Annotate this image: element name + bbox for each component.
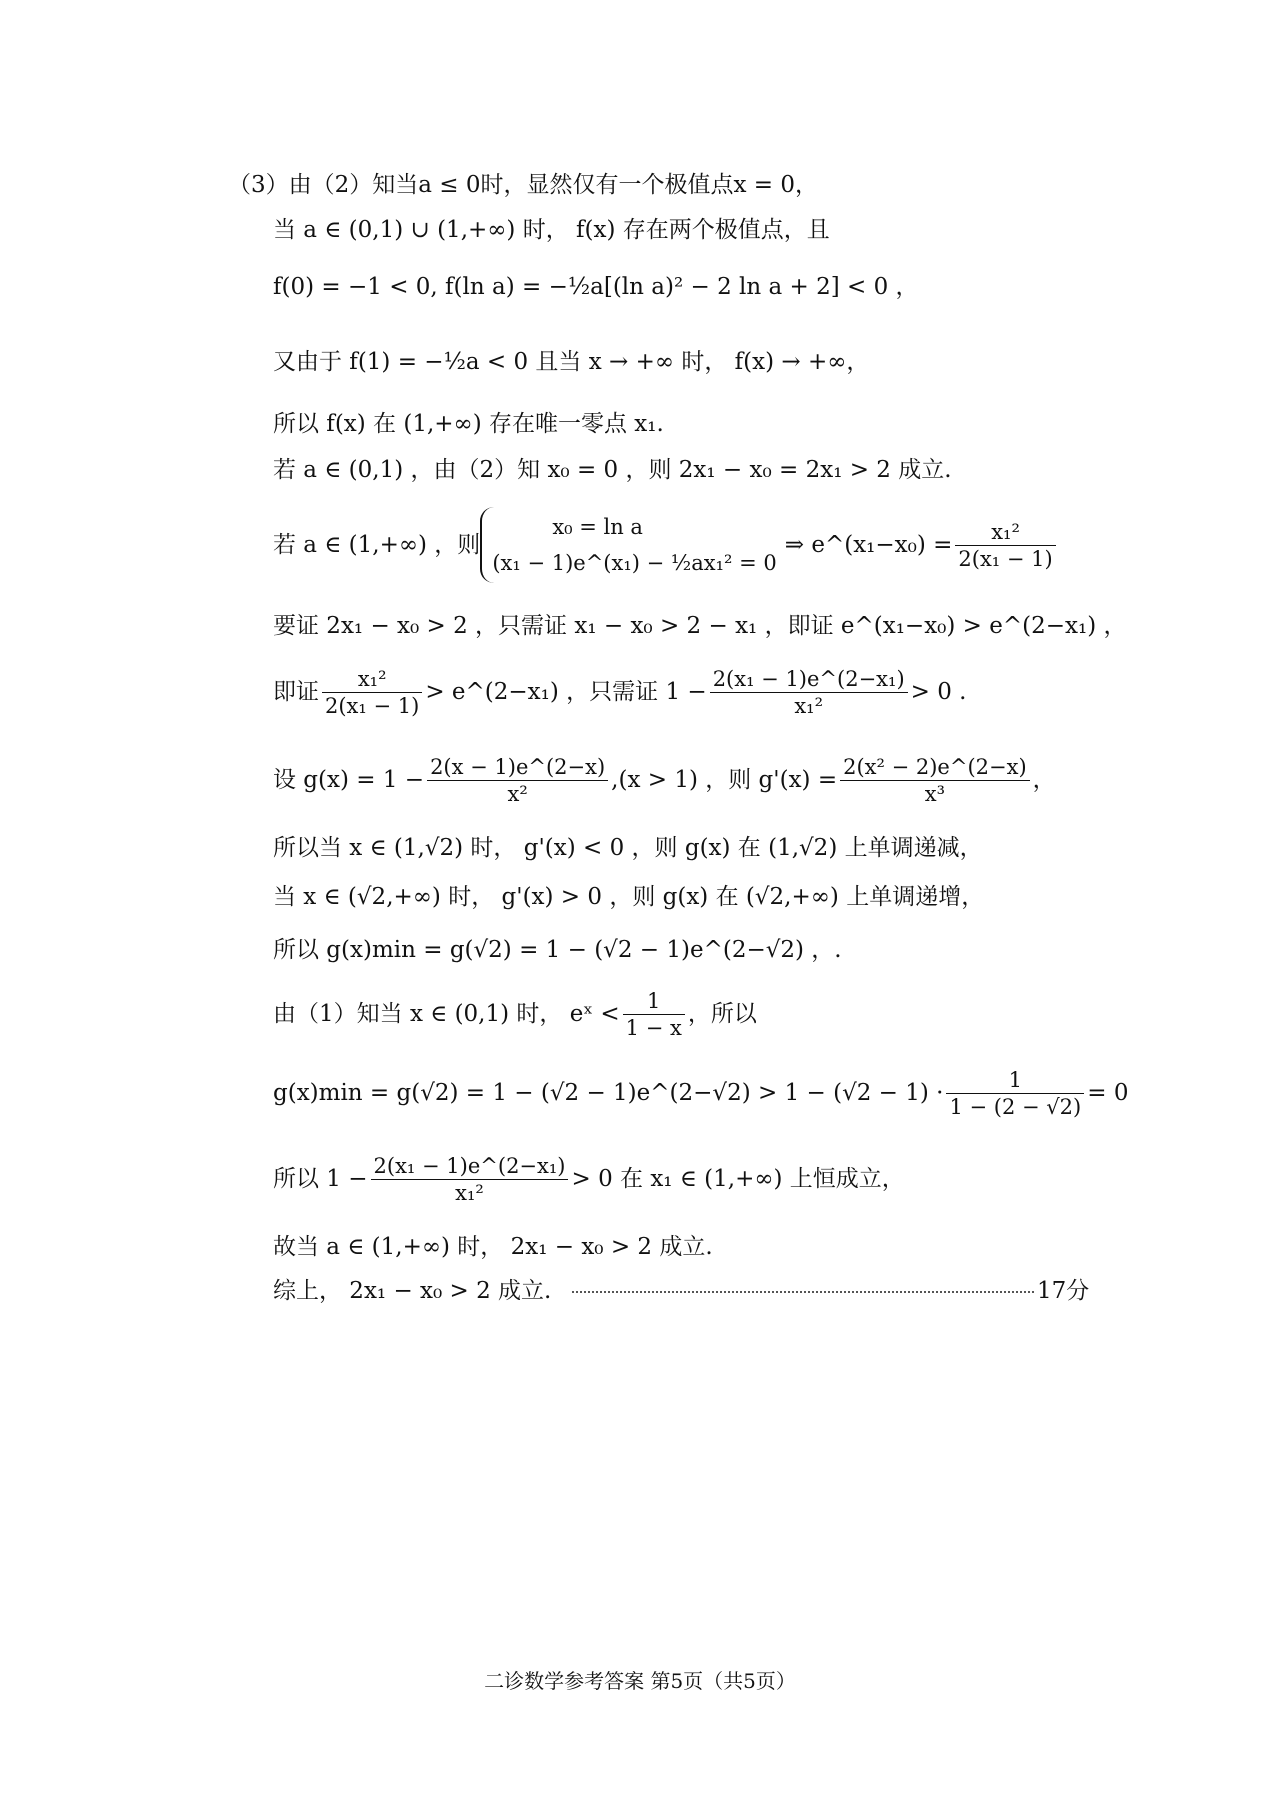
fraction-l16 (371, 1154, 569, 1205)
fraction-l10b (840, 755, 1030, 806)
solution-line-1: （3）由（2）知当a ≤ 0时，显然仅有一个极值点x = 0， (228, 172, 819, 198)
solution-line-7 (273, 505, 1059, 585)
solution-line-17: 故当 a ∈ (1,+∞) 时， 2x₁ − x₀ > 2 成立. (273, 1234, 713, 1260)
system-equation-top: x₀ = ln a (552, 515, 643, 539)
solution-line-3: f(0) = −1 < 0, f(ln a) = −½a[(ln a)² − 2 ln a + 2] < 0 ， (273, 274, 919, 300)
fraction-l9a-denominator: 2(x₁ − 1) (325, 693, 420, 718)
fraction-l10a (427, 755, 608, 806)
score-leader-dots (572, 1291, 1034, 1293)
solution-line-2: 当 a ∈ (0,1) ∪ (1,+∞) 时， f(x) 存在两个极值点，且 (273, 217, 830, 243)
line-14-intro: 由（1）知当 x ∈ (0,1) 时， eˣ < (273, 1001, 620, 1027)
solution-line-18: 综上， 2x₁ − x₀ > 2 成立. (273, 1278, 552, 1304)
solution-line-4: 又由于 f(1) = −½a < 0 且当 x → +∞ 时， f(x) → +∞， (273, 349, 870, 375)
page-footer: 二诊数学参考答案 第5页（共5页） (484, 1669, 796, 1693)
fraction-l15 (946, 1068, 1084, 1119)
line-9-end: > 0 . (910, 679, 967, 705)
fraction-l10a-denominator: x² (507, 781, 528, 806)
fraction-l10a-numerator: 2(x − 1)e^(2−x) (427, 755, 608, 781)
solution-line-9 (273, 660, 966, 724)
fraction-l14-denominator: 1 − x (625, 1015, 682, 1040)
solution-line-10 (273, 748, 1056, 812)
equation-system (480, 507, 776, 583)
implies-expression: ⇒ e^(x₁−x₀) = (784, 532, 953, 558)
fraction-l10b-numerator: 2(x² − 2)e^(2−x) (840, 755, 1030, 781)
fraction-l7-numerator: x₁² (955, 520, 1055, 546)
line-16-end: > 0 在 x₁ ∈ (1,+∞) 上恒成立， (571, 1166, 905, 1192)
fraction-l9b-numerator: 2(x₁ − 1)e^(2−x₁) (710, 667, 908, 693)
line-7-intro: 若 a ∈ (1,+∞) ，则 (273, 532, 481, 558)
solution-line-16 (273, 1144, 905, 1214)
fraction-l9b (710, 667, 908, 718)
fraction-l9b-denominator: x₁² (794, 693, 823, 718)
score-label: 17分 (1037, 1278, 1090, 1304)
fraction-l15-numerator: 1 (946, 1068, 1084, 1094)
line-9-intro: 即证 (273, 679, 319, 705)
line-15-intro: g(x)min = g(√2) = 1 − (√2 − 1)e^(2−√2) > 1 − (√2 − 1) · (273, 1080, 944, 1106)
fraction-l7 (955, 520, 1055, 571)
fraction-l16-numerator: 2(x₁ − 1)e^(2−x₁) (371, 1154, 569, 1180)
line-10-intro: 设 g(x) = 1 − (273, 767, 425, 793)
solution-line-15 (273, 1058, 1128, 1128)
fraction-l9a (322, 667, 422, 718)
fraction-l14-numerator: 1 (623, 989, 685, 1015)
line-10-middle: ,(x > 1) ，则 g'(x) = (611, 767, 838, 793)
line-10-end: ， (1032, 767, 1056, 793)
fraction-l9a-numerator: x₁² (322, 667, 422, 693)
solution-line-6: 若 a ∈ (0,1) ，由（2）知 x₀ = 0 ，则 2x₁ − x₀ = 2x₁ > 2 成立. (273, 457, 952, 483)
line-16-intro: 所以 1 − (273, 1166, 368, 1192)
system-equation-bottom: (x₁ − 1)e^(x₁) − ½ax₁² = 0 (492, 551, 777, 575)
solution-line-8: 要证 2x₁ − x₀ > 2 ，只需证 x₁ − x₀ > 2 − x₁ ，即证 e^(x₁−x₀) > e^(2−x₁) ， (273, 613, 1127, 639)
solution-line-13: 所以 g(x)min = g(√2) = 1 − (√2 − 1)e^(2−√2) ，. (273, 937, 842, 963)
solution-line-14 (273, 982, 757, 1046)
solution-line-5: 所以 f(x) 在 (1,+∞) 存在唯一零点 x₁. (273, 411, 664, 437)
fraction-l15-denominator: 1 − (2 − √2) (949, 1094, 1082, 1119)
fraction-l7-denominator: 2(x₁ − 1) (958, 546, 1053, 571)
line-14-end: ，所以 (687, 1001, 757, 1027)
line-15-end: = 0 (1087, 1080, 1129, 1106)
solution-line-11: 所以当 x ∈ (1,√2) 时， g'(x) < 0 ，则 g(x) 在 (1,√2) 上单调递减， (273, 835, 983, 861)
solution-line-12: 当 x ∈ (√2,+∞) 时， g'(x) > 0 ，则 g(x) 在 (√2,+∞) 上单调递增， (273, 884, 985, 910)
fraction-l16-denominator: x₁² (455, 1180, 484, 1205)
fraction-l14 (623, 989, 685, 1040)
fraction-l10b-denominator: x³ (924, 781, 945, 806)
line-9-middle: > e^(2−x₁) ，只需证 1 − (425, 679, 707, 705)
